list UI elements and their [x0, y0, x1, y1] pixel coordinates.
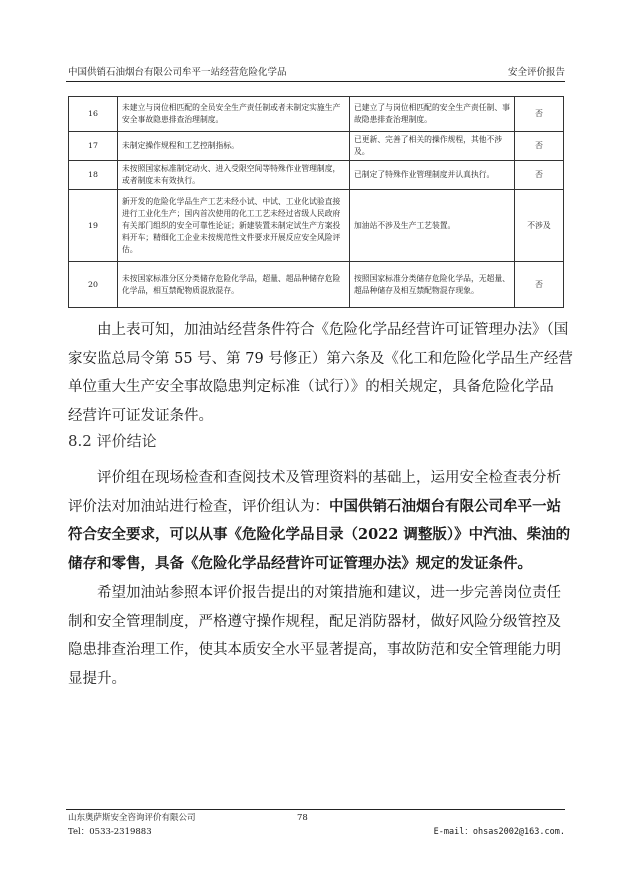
text-line: 希望加油站参照本评价报告提出的对策措施和建议，进一步完善岗位责任	[97, 585, 561, 601]
check-item: 未制定操作规程和工艺控制指标。	[118, 132, 350, 161]
text-line-bold: 符合安全要求，可以从事《危险化学品目录（2022 调整版）》中汽油、柴油的	[68, 526, 571, 543]
recommendation-paragraph	[68, 579, 565, 693]
table-row	[69, 161, 564, 190]
footer-email: E-mail：ohsas2002@163.com.	[433, 827, 565, 837]
check-finding: 加油站不涉及生产工艺装置。	[350, 190, 515, 262]
text-bold: 中国供销石油烟台有限公司牟平一站	[329, 497, 561, 515]
text-plain: 评价法对加油站进行检查，评价组认为：	[68, 498, 329, 515]
section-title: 8.2 评价结论	[68, 432, 157, 450]
text-line: 制和安全管理制度，严格遵守操作规程，配足消防器材，做好风险分级管控及	[68, 613, 561, 630]
header-company-title: 中国供销石油烟台有限公司牟平一站经营危险化学品	[68, 67, 287, 78]
check-finding: 已更新、完善了相关的操作规程，其他不涉及。	[350, 132, 515, 161]
evaluation-paragraph	[68, 464, 571, 578]
check-result: 否	[515, 97, 564, 132]
text-line	[68, 493, 565, 522]
check-result: 不涉及	[515, 190, 564, 262]
header-divider	[66, 81, 565, 82]
page-number: 78	[297, 813, 308, 823]
table-row	[69, 190, 564, 262]
check-finding: 按照国家标准分类储存危险化学品，无超量、超品种储存及相互禁配物混存现象。	[350, 262, 515, 308]
header-report-title: 安全评价报告	[507, 67, 565, 78]
text-line: 家安监总局令第 55 号、第 79 号修正）第六条及《化工和危险化学品生产经营	[68, 350, 573, 367]
check-result: 否	[515, 132, 564, 161]
check-table	[68, 96, 564, 308]
check-result: 否	[515, 161, 564, 190]
text-line-bold: 储存和零售，具备《危险化学品经营许可证管理办法》规定的发证条件。	[68, 554, 532, 572]
check-item: 未按照国家标准制定动火、进入受限空间等特殊作业管理制度，或者制度未有效执行。	[118, 161, 350, 190]
row-number: 17	[69, 132, 118, 161]
conclusion-paragraph	[68, 316, 573, 430]
table-row	[69, 97, 564, 132]
row-number: 18	[69, 161, 118, 190]
text-line: 评价组在现场检查和查阅技术及管理资料的基础上，运用安全检查表分析	[97, 470, 561, 486]
check-item: 新开发的危险化学品生产工艺未经小试、中试、工业化试验直接进行工业化生产；国内首次使用的化工工艺未经过省级人民政府有关部门组织的安全可靠性论证；新建装置未制定试生产方案投料开车；精细化工企业未按规范性文件要求开展反应安全风险评估。	[118, 190, 350, 262]
page-header	[68, 66, 565, 80]
table-row	[69, 262, 564, 308]
text-line: 由上表可知，加油站经营条件符合《危险化学品经营许可证管理办法》（国	[97, 322, 569, 338]
row-number: 16	[69, 97, 118, 132]
check-result: 否	[515, 262, 564, 308]
text-line: 单位重大生产安全事故隐患判定标准（试行）》的相关规定，具备危险化学品	[68, 379, 554, 395]
text-line: 隐患排查治理工作，使其本质安全水平显著提高，事故防范和安全管理能力明	[68, 642, 561, 658]
footer-company: 山东奥萨斯安全咨询评价有限公司	[68, 813, 196, 823]
check-finding: 已制定了特殊作业管理制度并认真执行。	[350, 161, 515, 190]
footer-divider	[66, 809, 565, 810]
check-item: 未按国家标准分区分类储存危险化学品，超量、超品种储存危险化学品，相互禁配物质混放混存。	[118, 262, 350, 308]
table-row	[69, 132, 564, 161]
check-finding: 已建立了与岗位相匹配的安全生产责任制、事故隐患排查治理制度。	[350, 97, 515, 132]
row-number: 19	[69, 190, 118, 262]
text-line: 经营许可证发证条件。	[68, 407, 213, 424]
footer-tel: Tel：0533-2319883	[68, 827, 152, 837]
text-line: 显提升。	[68, 670, 126, 687]
check-item: 未建立与岗位相匹配的全员安全生产责任制或者未制定实施生产安全事故隐患排查治理制度。	[118, 97, 350, 132]
row-number: 20	[69, 262, 118, 308]
